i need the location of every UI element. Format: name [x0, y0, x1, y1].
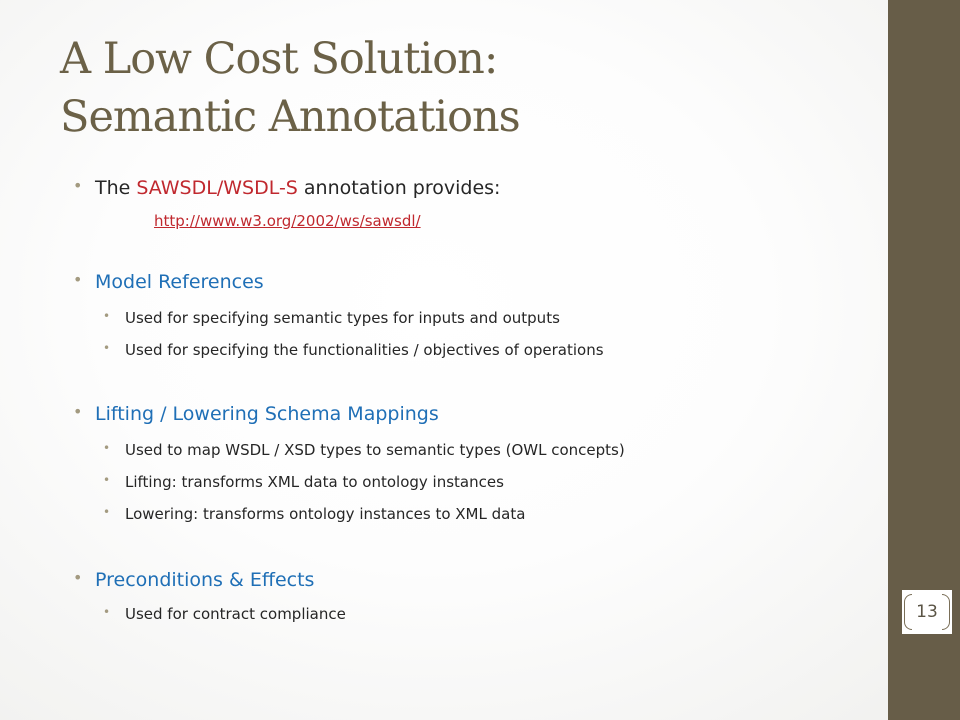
- bullet-dot: •: [73, 270, 83, 289]
- bullet-dot: •: [103, 505, 111, 519]
- section-heading: [73, 568, 315, 591]
- list-item-label: Lowering: transforms ontology instances to XML data: [125, 505, 526, 523]
- list-item-label: Used to map WSDL / XSD types to semantic types (OWL concepts): [125, 441, 625, 459]
- slide-title: [60, 30, 520, 146]
- section-heading-label: Lifting / Lowering Schema Mappings: [95, 403, 439, 425]
- section-heading-label: Model References: [95, 271, 264, 293]
- title-line-1: A Low Cost Solution:: [60, 34, 498, 84]
- list-item-label: Used for specifying the functionalities / objectives of operations: [125, 341, 604, 359]
- page-number: 13: [902, 590, 952, 634]
- intro-suffix: annotation provides:: [297, 177, 501, 199]
- bullet-dot: •: [73, 568, 83, 587]
- bullet-dot: •: [103, 605, 111, 619]
- bullet-dot: •: [103, 309, 111, 323]
- intro-highlight: SAWSDL/WSDL-S: [136, 177, 298, 199]
- bullet-dot: •: [73, 176, 83, 195]
- sawsdl-link[interactable]: http://www.w3.org/2002/ws/sawsdl/: [154, 212, 421, 230]
- list-item: [103, 605, 346, 623]
- bullet-dot: •: [103, 441, 111, 455]
- list-item-label: Used for specifying semantic types for inputs and outputs: [125, 309, 560, 327]
- intro-prefix: The: [95, 177, 137, 199]
- section-heading: [73, 402, 439, 425]
- list-item-label: Lifting: transforms XML data to ontology instances: [125, 473, 504, 491]
- intro-bullet: [73, 176, 501, 199]
- list-item: [103, 473, 504, 491]
- section-heading: [73, 270, 264, 293]
- title-line-2: Semantic Annotations: [60, 92, 520, 142]
- bullet-dot: •: [103, 473, 111, 487]
- bullet-dot: •: [103, 341, 111, 355]
- list-item: [103, 505, 526, 523]
- list-item: [103, 309, 560, 327]
- sawsdl-link-row: [154, 211, 421, 230]
- section-heading-label: Preconditions & Effects: [95, 569, 315, 591]
- list-item: [103, 441, 625, 459]
- bullet-dot: •: [73, 402, 83, 421]
- list-item-label: Used for contract compliance: [125, 605, 346, 623]
- list-item: [103, 341, 604, 359]
